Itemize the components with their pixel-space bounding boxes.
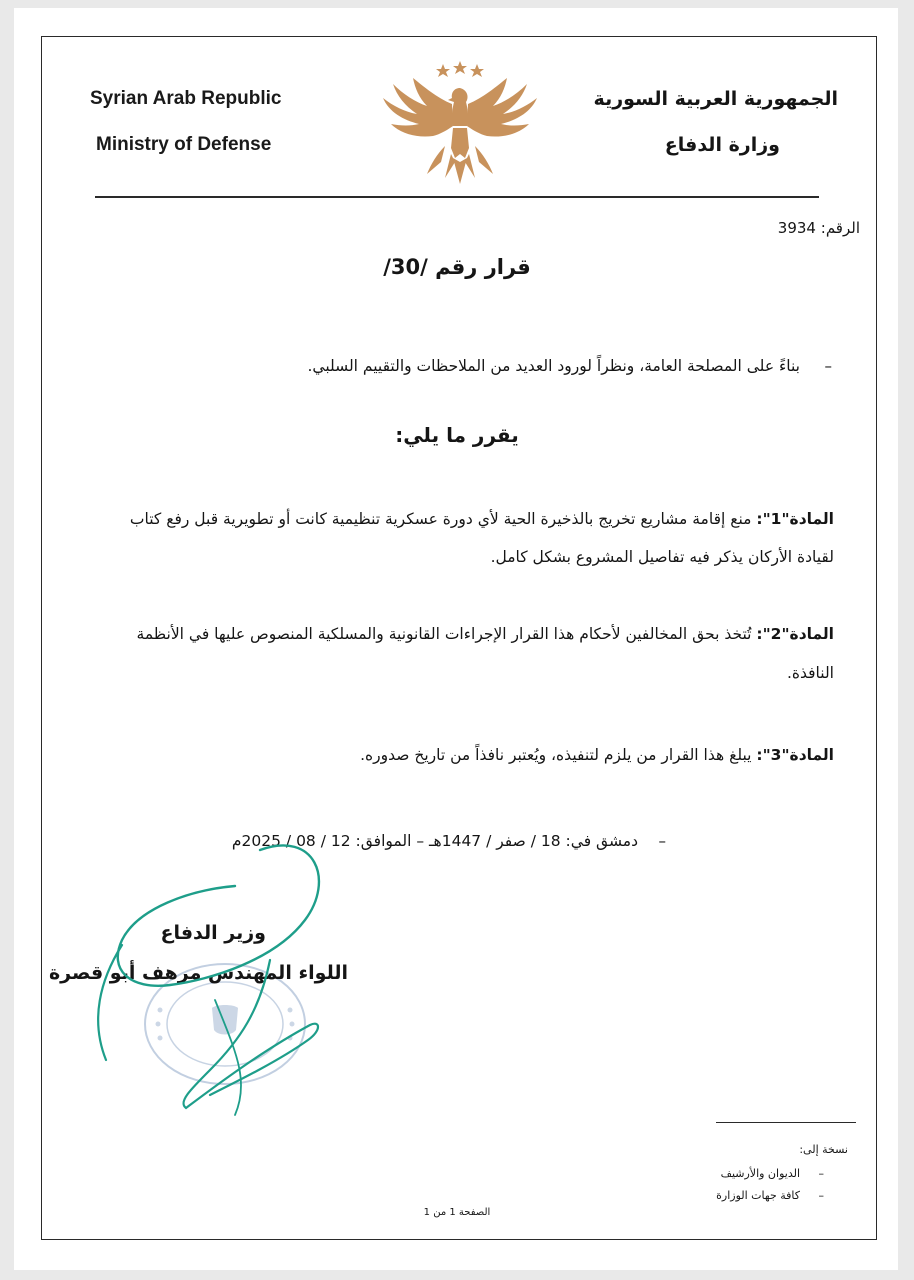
decision-title: قرار رقم /30/ bbox=[383, 255, 531, 279]
republic-name-en: Syrian Arab Republic bbox=[90, 88, 282, 109]
ministry-name-ar: وزارة الدفاع bbox=[664, 134, 780, 156]
article-1-line-2: لقيادة الأركان يذكر فيه تفاصيل المشروع بشكل كامل. bbox=[490, 548, 834, 566]
article-1-label: المادة"1": bbox=[756, 510, 834, 528]
golden-eagle-emblem-icon bbox=[375, 58, 545, 188]
ministry-name-en: Ministry of Defense bbox=[96, 134, 272, 155]
article-2-text: تُتخذ بحق المخالفين لأحكام هذا القرار الإجراءات القانونية والمسلكية المنصوص عليها في الأنظمة bbox=[136, 625, 752, 643]
signatory-title: وزير الدفاع bbox=[160, 922, 266, 944]
preamble-text: بناءً على المصلحة العامة، ونظراً لورود العديد من الملاحظات والتقييم السلبي. bbox=[307, 357, 800, 375]
reference-value: 3934 bbox=[777, 219, 816, 237]
header-divider bbox=[95, 196, 819, 198]
copies-divider bbox=[716, 1122, 856, 1123]
article-3-label: المادة"3": bbox=[756, 746, 834, 764]
article-3-line-1 bbox=[360, 746, 834, 764]
article-2-line-2: النافذة. bbox=[786, 664, 834, 682]
handwritten-signature bbox=[60, 820, 340, 1120]
copy-item-archive: الديوان والأرشيف bbox=[720, 1167, 800, 1180]
copy-item-dash: – bbox=[818, 1167, 824, 1180]
reference-label: الرقم: bbox=[820, 219, 860, 237]
page-number: الصفحة 1 من 1 bbox=[423, 1207, 491, 1218]
article-1-line-1 bbox=[130, 510, 834, 528]
signatory-name: اللواء المهندس مرهف أبو قصرة bbox=[48, 962, 348, 984]
copy-item-ministry: كافة جهات الوزارة bbox=[716, 1189, 800, 1202]
reference-number bbox=[778, 219, 860, 237]
decides-heading: يقرر ما يلي: bbox=[395, 423, 519, 447]
article-2-line-1 bbox=[137, 625, 834, 643]
copies-label: نسخة إلى: bbox=[799, 1143, 848, 1156]
article-3-text: يبلغ هذا القرار من يلزم لتنفيذه، ويُعتبر نافذاً من تاريخ صدوره. bbox=[360, 746, 752, 764]
copy-item-dash: – bbox=[818, 1189, 824, 1202]
date-text: دمشق في: 18 / صفر / 1447هـ – الموافق: 12 / 08 / 2025م bbox=[231, 832, 638, 850]
date-dash: – bbox=[658, 832, 666, 850]
republic-name-ar: الجمهورية العربية السورية bbox=[593, 88, 838, 110]
article-2-label: المادة"2": bbox=[756, 625, 834, 643]
article-1-text: منع إقامة مشاريع تخريج بالذخيرة الحية لأي دورة عسكرية تنظيمية كانت أو تطويرية قبل رفع كتاب bbox=[129, 510, 752, 528]
preamble-dash: – bbox=[824, 357, 832, 375]
